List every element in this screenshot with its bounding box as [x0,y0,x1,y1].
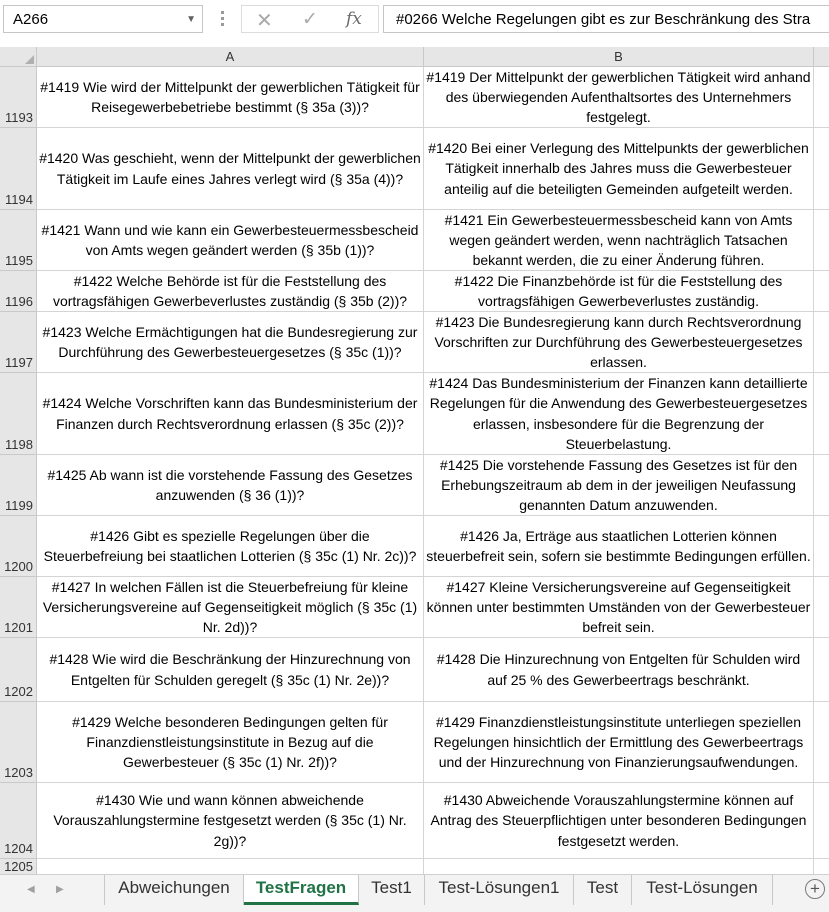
cell-answer[interactable] [424,312,814,373]
cell-answer[interactable] [424,271,814,312]
cell-text: #1427 In welchen Fällen ist die Steuerbefreiung für kleine Versicherungsvereine auf Gegenseitigkeit möglich (§ 35c (1) Nr. 2d))? [42,578,418,636]
cell-text: #1429 Welche besonderen Bedingungen gelten für Finanzdienstleistungsinstitute in Bezug auf die Gewerbesteuer (§ 35c (1) Nr. 2f))? [72,713,388,771]
cell-answer[interactable] [424,638,814,702]
cell-text: #1424 Das Bundesministerium der Finanzen kann detaillierte Regelungen für die Anwendung des Gewerbesteuergesetzes erlassen, insbesondere für die Begrenzung der Steuerbelastung. [429,374,808,452]
row-header[interactable] [0,271,37,312]
row-number: 1193 [5,110,33,125]
row-number: 1205 [4,859,33,874]
cell-empty[interactable] [814,516,829,577]
row-number: 1202 [4,684,33,699]
row-number: 1194 [5,192,33,207]
row-header[interactable] [0,783,37,859]
row-header[interactable] [0,638,37,702]
confirm-icon[interactable]: ✓ [302,9,318,30]
cell-text: #1421 Ein Gewerbesteuermessbescheid kann von Amts wegen geändert werden, wenn nachträglich Tatsachen bekannt werden, die zu einer Änderung führen. [444,211,793,269]
cell-answer[interactable] [424,783,814,859]
cell-question[interactable] [37,312,424,373]
name-box-value: A266 [13,11,49,28]
cell-question[interactable] [37,577,424,638]
formula-bar [0,0,829,44]
sheet-tab-test1[interactable]: Test1 [359,875,425,905]
cell-text: #1426 Gibt es spezielle Regelungen über die Steuerbefreiung bei staatlichen Lotterien (§ 35c (1) Nr. 2c))? [43,527,417,564]
cell-text: #1425 Ab wann ist die vorstehende Fassung des Gesetzes anzuwenden (§ 36 (1))? [47,466,413,503]
sheet-tab-bar [0,874,829,905]
sheet-tab-testfragen[interactable]: TestFragen [244,875,359,905]
insert-function-icon[interactable]: fx [346,9,362,29]
cell-question[interactable] [37,128,424,210]
cell-empty[interactable] [814,783,829,859]
cell-text: #1423 Welche Ermächtigungen hat die Bundesregierung zur Durchführung des Gewerbesteuergesetzes (§ 35c (1))? [42,323,418,360]
column-header-b[interactable]: B [424,47,814,67]
cell-answer[interactable] [424,577,814,638]
cell-empty[interactable] [814,67,829,128]
cell-answer[interactable] [424,702,814,783]
name-box[interactable] [3,5,203,33]
row-header[interactable] [0,210,37,271]
cell-text: #1426 Ja, Erträge aus staatlichen Lotterien können steuerbefreit sein, sofern sie bestimmte Bedingungen erfüllen. [426,527,811,564]
column-header-a[interactable]: A [37,47,424,67]
cell-empty[interactable] [814,702,829,783]
chevron-down-icon[interactable]: ▼ [186,14,196,25]
cell-question[interactable] [37,455,424,516]
cancel-icon[interactable]: ✕ [256,10,273,32]
cell-text: #1422 Die Finanzbehörde ist für die Feststellung des vortragsfähigen Gewerbeverlustes zuständig. [454,272,783,309]
cell-text: #1420 Was geschieht, wenn der Mittelpunkt der gewerblichen Tätigkeit im Laufe eines Jahres verlegt wird (§ 35a (4))? [39,150,421,187]
cell-text: #1430 Wie und wann können abweichende Vorauszahlungstermine festgesetzt werden (§ 35c (1) Nr. 2g))? [53,792,407,849]
cell-answer[interactable] [424,516,814,577]
row-header[interactable] [0,312,37,373]
formula-input[interactable] [383,5,829,33]
cell-text: #1427 Kleine Versicherungsvereine auf Gegenseitigkeit können unter bestimmten Umständen von der Gewerbesteuer befreit sein. [426,578,811,636]
cell-question[interactable] [37,702,424,783]
row-header[interactable] [0,702,37,783]
row-header[interactable] [0,455,37,516]
cell-text: #1430 Abweichende Vorauszahlungstermine können auf Antrag des Steuerpflichtigen unter besonderen Bedingungen festgesetzt werden. [430,792,807,849]
cell-text: #1429 Finanzdienstleistungsinstitute unterliegen speziellen Regelungen hinsichtlich der Ermittlung des Gewerbeertrags und der Hinzurechnung von Finanzierungsaufwendungen. [433,713,804,771]
row-header[interactable] [0,67,37,128]
cell-text: #1419 Der Mittelpunkt der gewerblichen Tätigkeit wird anhand des überwiegenden Aufenthaltsortes des Unternehmers festgelegt. [426,68,811,126]
scroll-tabs-left-icon[interactable]: ◀ [27,884,35,895]
row-header[interactable] [0,516,37,577]
column-header-c[interactable] [814,47,829,67]
cell-empty[interactable] [814,210,829,271]
cell-question[interactable] [37,373,424,455]
cell-text: #1428 Wie wird die Beschränkung der Hinzurechnung von Entgelten für Schulden geregelt (§ 35c (1) Nr. 2e))? [49,651,411,688]
row-header[interactable] [0,373,37,455]
formula-actions [241,5,379,33]
cell-empty[interactable] [814,128,829,210]
cell-question[interactable] [37,271,424,312]
cell-answer[interactable] [424,210,814,271]
cell-answer[interactable] [424,455,814,516]
scroll-tabs-right-icon[interactable]: ▶ [56,884,64,895]
row-number: 1201 [4,620,33,635]
select-all-corner[interactable] [0,47,37,67]
cell-question[interactable] [37,783,424,859]
row-header[interactable] [0,577,37,638]
cell-empty[interactable] [814,312,829,373]
cell-question[interactable] [37,67,424,128]
cell-text: #1421 Wann und wie kann ein Gewerbesteuermessbescheid von Amts wegen geändert werden (§ 35b (1))? [41,221,419,258]
cell-empty[interactable] [814,271,829,312]
row-number: 1204 [4,841,33,856]
cell-question[interactable] [37,516,424,577]
row-number: 1195 [5,253,33,268]
cell-text: #1425 Die vorstehende Fassung des Gesetzes ist für den Erhebungszeitraum ab dem in der jeweiligen Neufassung genannten Datum anzuwenden. [439,456,798,514]
cell-empty[interactable] [814,373,829,455]
cell-question[interactable] [37,638,424,702]
sheet-tab-test-loesungen[interactable]: Test-Lösungen [632,875,773,905]
row-number: 1203 [4,765,33,780]
formula-value: #0266 Welche Regelungen gibt es zur Beschränkung des Stra [396,11,811,28]
row-number: 1197 [5,355,33,370]
more-options-icon[interactable] [221,11,225,29]
cell-text: #1424 Welche Vorschriften kann das Bundesministerium der Finanzen durch Rechtsverordnung erlassen (§ 35c (2))? [42,395,418,432]
cell-empty[interactable] [814,577,829,638]
sheet-tab-test-loesungen1[interactable]: Test-Lösungen1 [425,875,574,905]
cell-empty[interactable] [814,638,829,702]
row-number: 1199 [5,498,33,513]
add-sheet-icon[interactable]: + [805,879,825,899]
cell-text: #1423 Die Bundesregierung kann durch Rechtsverordnung Vorschriften zur Durchführung des Gewerbesteuergesetzes erlassen. [434,313,803,371]
cell-text: #1419 Wie wird der Mittelpunkt der gewerblichen Tätigkeit für Reisegewerbebetriebe bestimmt (§ 35a (3))? [40,78,420,115]
cell-answer[interactable] [424,373,814,455]
cell-text: #1422 Welche Behörde ist für die Feststellung des vortragsfähigen Gewerbeverlustes zuständig (§ 35b (2))? [52,272,408,309]
cell-empty[interactable] [814,455,829,516]
cell-text: #1420 Bei einer Verlegung des Mittelpunkts der gewerblichen Tätigkeit innerhalb des Jahres muss die Gewerbesteuer anteilig auf die beteiligten Gemeinden aufgeteilt werden. [428,140,809,197]
cell-answer[interactable] [424,67,814,128]
sheet-tab-abweichungen[interactable]: Abweichungen [104,875,244,905]
row-number: 1196 [5,294,33,309]
cell-question[interactable] [37,210,424,271]
row-number: 1198 [5,437,33,452]
row-number: 1200 [4,559,33,574]
cell-answer[interactable] [424,128,814,210]
row-header[interactable] [0,128,37,210]
sheet-tab-test[interactable]: Test [574,875,632,905]
cell-text: #1428 Die Hinzurechnung von Entgelten für Schulden wird auf 25 % des Gewerbeertrags beschränkt. [436,651,801,688]
status-bar [0,905,829,912]
